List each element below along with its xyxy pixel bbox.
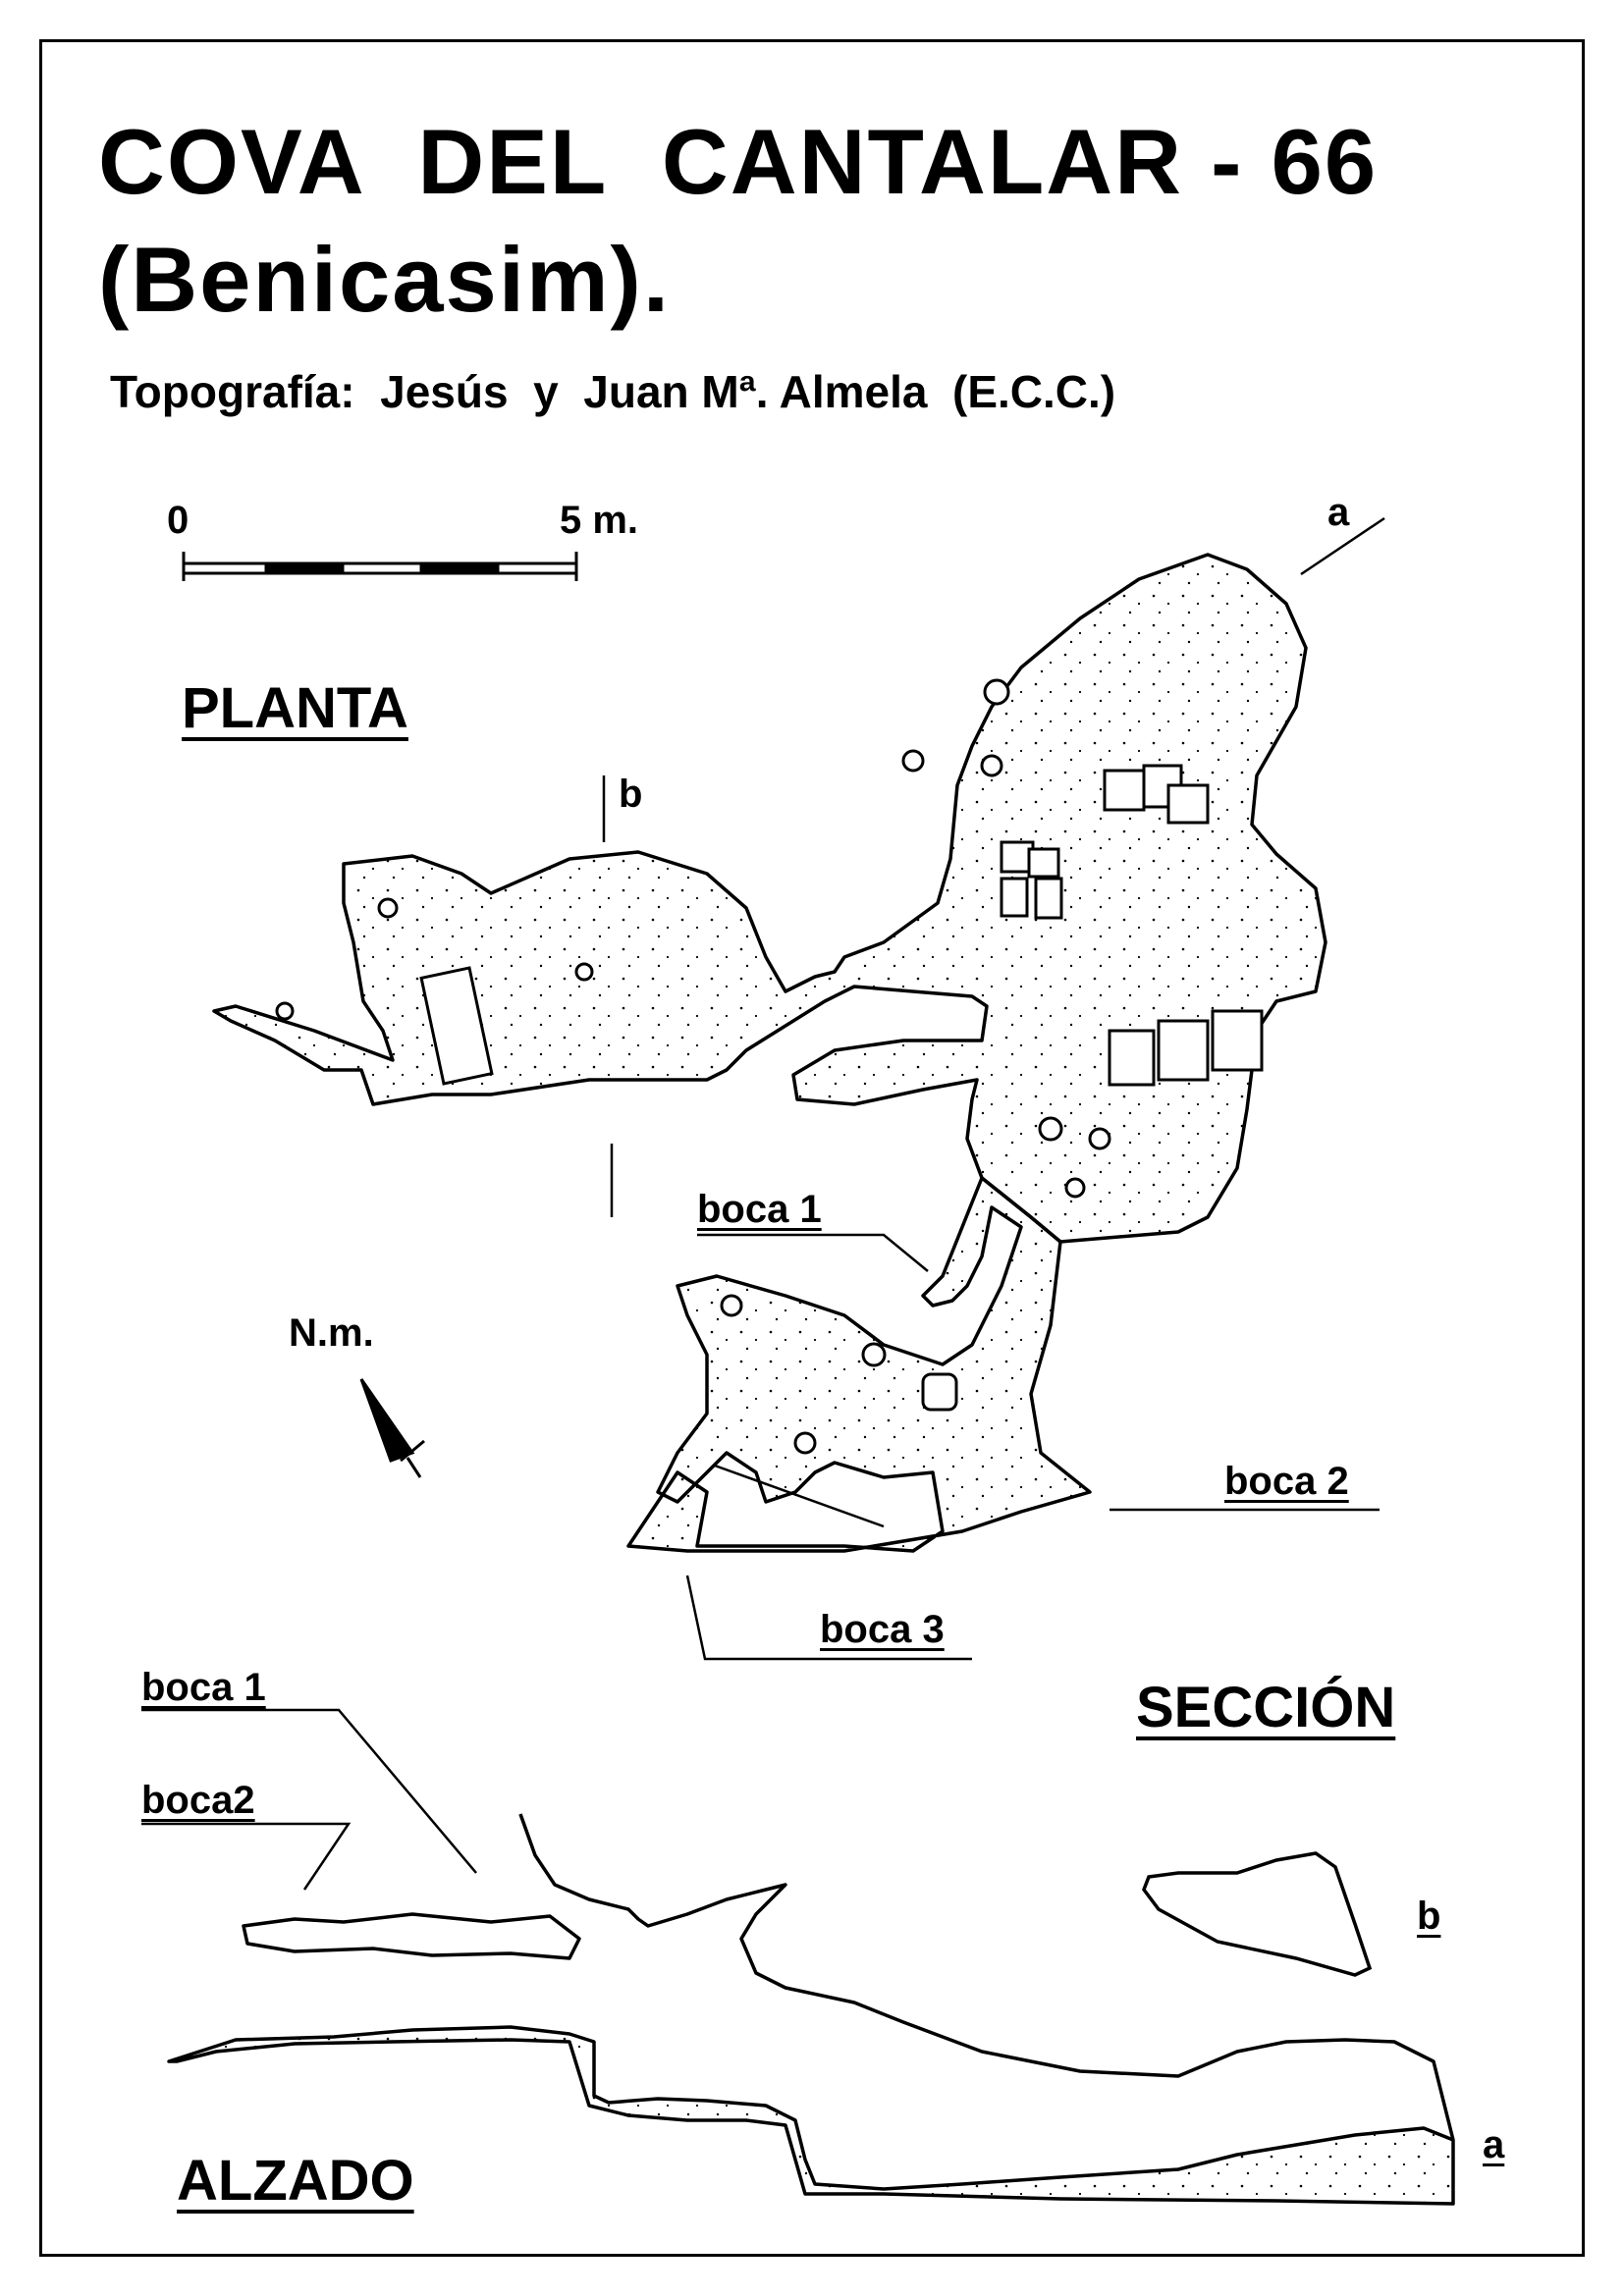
boca-2-label: boca 2 — [1224, 1460, 1349, 1503]
seccion-heading: SECCIÓN — [1136, 1676, 1396, 1739]
boca-3-label: boca 3 — [820, 1608, 945, 1651]
scale-end-label: 5 m. — [560, 499, 639, 542]
alzado-heading: ALZADO — [177, 2149, 414, 2213]
planta-heading: PLANTA — [182, 676, 408, 740]
map-title-line2: (Benicasim). — [98, 228, 671, 331]
scale-bar — [184, 552, 576, 581]
alzado-boca-1-label: boca 1 — [141, 1666, 266, 1709]
boca-1-label: boca 1 — [697, 1188, 822, 1231]
alzado-boca-2-label: boca2 — [141, 1779, 255, 1822]
survey-credit: Topografía: Jesús y Juan Mª. Almela (E.C.C.) — [110, 366, 1116, 417]
seccion-b-label: b — [1417, 1895, 1441, 1938]
alzado-a-label: a — [1483, 2123, 1505, 2166]
north-label: N.m. — [289, 1311, 374, 1355]
map-title-line1: COVA DEL CANTALAR - 66 — [98, 110, 1379, 213]
seccion-b-profile — [1144, 1853, 1370, 1975]
north-arrow-icon — [361, 1379, 424, 1477]
section-a-marker-label: a — [1327, 491, 1350, 534]
section-b-marker-label: b — [619, 773, 643, 816]
scale-start-label: 0 — [167, 499, 189, 542]
